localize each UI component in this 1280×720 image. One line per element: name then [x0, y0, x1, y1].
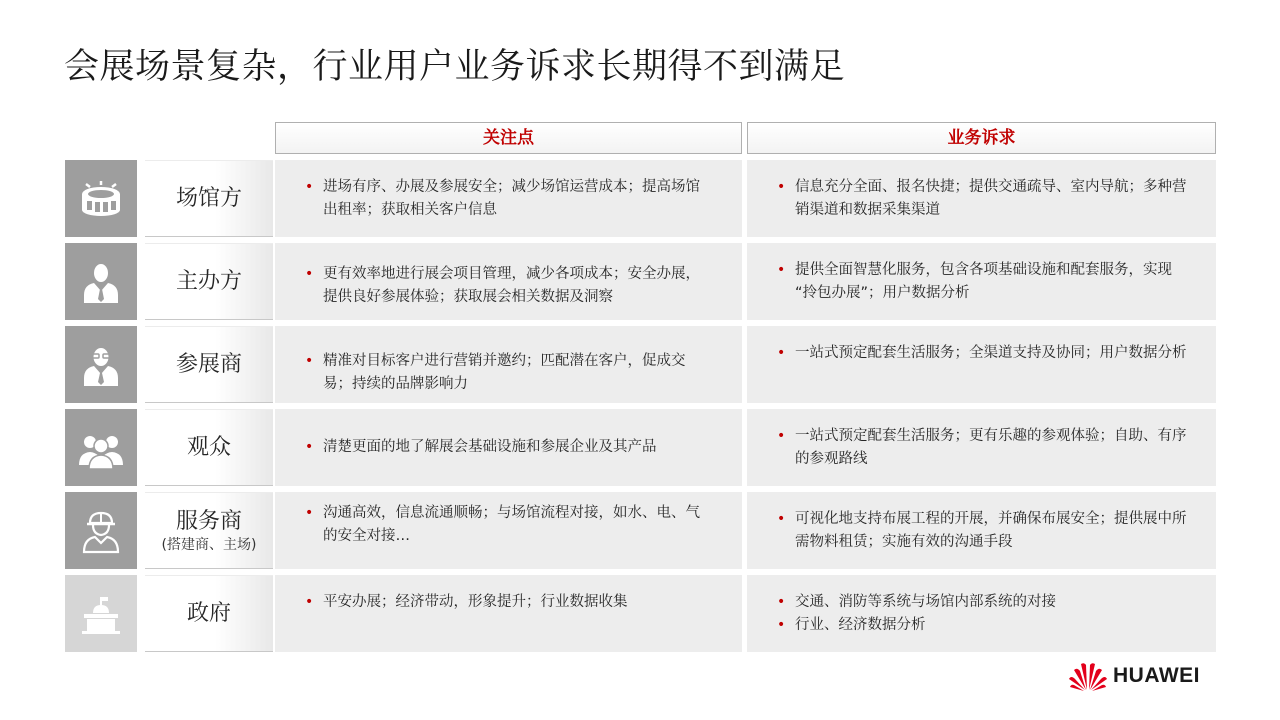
icon-cell	[65, 326, 137, 403]
focus-cell	[275, 243, 742, 320]
role-name: 观众	[186, 434, 231, 460]
role-name: 场馆方	[175, 185, 242, 211]
role-label-cell	[145, 326, 273, 403]
focus-item: • 进场有序、办展及参展安全；减少场馆运营成本；提高场馆出租率；获取相关客户信息	[305, 176, 702, 222]
requirement-item: • 信息充分全面、报名快捷；提供交通疏导、室内导航；多种营销渠道和数据采集渠道	[777, 176, 1188, 222]
huawei-logo	[1068, 660, 1200, 692]
audience-icon	[78, 425, 124, 471]
role-label-cell	[145, 492, 273, 569]
table-row	[65, 575, 1216, 652]
requirements-cell	[747, 409, 1216, 486]
requirements-cell	[747, 243, 1216, 320]
requirements-cell	[747, 575, 1216, 652]
focus-cell	[275, 409, 742, 486]
worker-helmet-icon	[78, 508, 124, 554]
focus-item: • 平安办展；经济带动，形象提升；行业数据收集	[305, 591, 702, 614]
focus-item: • 更有效率地进行展会项目管理，减少各项成本；安全办展，提供良好参展体验；获取展会相关数据及洞察	[305, 263, 702, 309]
table-row	[65, 326, 1216, 403]
role-name: 主办方	[175, 268, 242, 294]
role-name: 服务商	[175, 508, 242, 534]
icon-cell	[65, 409, 137, 486]
government-building-icon	[78, 591, 124, 637]
focus-item: • 清楚更面的地了解展会基础设施和参展企业及其产品	[305, 436, 702, 459]
table-row	[65, 160, 1216, 237]
focus-cell	[275, 160, 742, 237]
role-name: 参展商	[175, 351, 242, 377]
focus-item: • 精准对目标客户进行营销并邀约；匹配潜在客户，促成交易；持续的品牌影响力	[305, 350, 702, 396]
requirement-item: • 行业、经济数据分析	[777, 614, 1188, 637]
requirement-item: • 一站式预定配套生活服务；全渠道支持及协同；用户数据分析	[777, 342, 1188, 365]
requirement-item: • 可视化地支持布展工程的开展，并确保布展安全；提供展中所需物料租赁；实施有效的沟通手段	[777, 508, 1188, 554]
requirements-cell	[747, 160, 1216, 237]
huawei-logo-text: HUAWEI	[1113, 664, 1200, 687]
role-label-cell	[145, 409, 273, 486]
table-row	[65, 492, 1216, 569]
requirement-item: • 交通、消防等系统与场馆内部系统的对接	[777, 591, 1188, 614]
stadium-icon	[78, 176, 124, 222]
table-row	[65, 409, 1216, 486]
role-label-cell	[145, 243, 273, 320]
role-label-cell	[145, 160, 273, 237]
requirements-cell	[747, 492, 1216, 569]
icon-cell	[65, 243, 137, 320]
icon-cell	[65, 160, 137, 237]
focus-cell	[275, 326, 742, 403]
column-header-requirements: 业务诉求	[747, 122, 1216, 154]
requirement-item: • 一站式预定配套生活服务；更有乐趣的参观体验；自助、有序的参观路线	[777, 425, 1188, 471]
table-row	[65, 243, 1216, 320]
requirement-item: • 提供全面智慧化服务，包含各项基础设施和配套服务，实现 “拎包办展”；用户数据分析	[777, 259, 1188, 305]
page-title: 会展场景复杂，行业用户业务诉求长期得不到满足	[64, 47, 846, 87]
role-label-cell	[145, 575, 273, 652]
focus-item: • 沟通高效，信息流通顺畅；与场馆流程对接，如水、电、气的安全对接…	[305, 502, 702, 548]
icon-cell	[65, 492, 137, 569]
focus-cell	[275, 575, 742, 652]
requirements-cell	[747, 326, 1216, 403]
icon-cell	[65, 575, 137, 652]
role-subtitle: (搭建商、主场)	[161, 536, 257, 553]
exhibitor-icon	[78, 342, 124, 388]
huawei-flower-icon	[1068, 660, 1108, 692]
focus-cell	[275, 492, 742, 569]
column-header-focus: 关注点	[275, 122, 742, 154]
role-name: 政府	[186, 600, 231, 626]
businessman-icon	[78, 259, 124, 305]
